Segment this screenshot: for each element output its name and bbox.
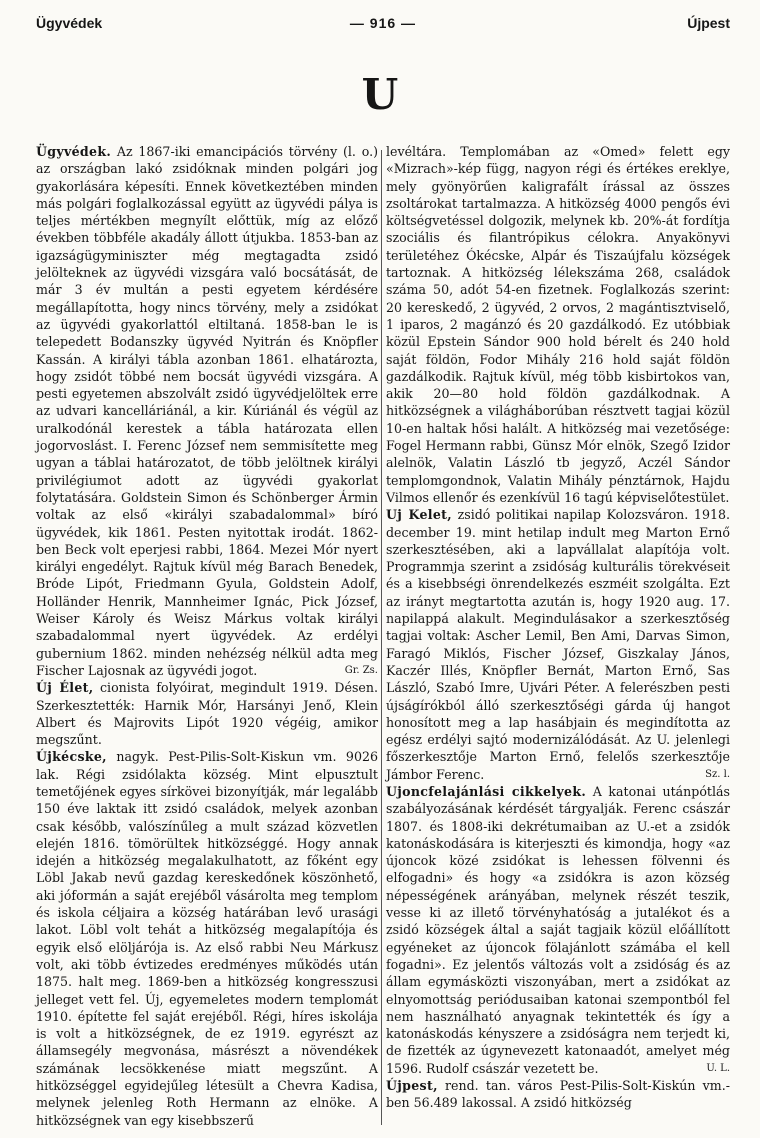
- page-number: — 916 —: [349, 15, 417, 31]
- entry-text: nagyk. Pest-Pilis-Solt-Kiskun vm. 9026 lak. Régi zsidólakta község. Mint elpusztult temetőjének egyes sírkövei bizonyítják, már legalább 150 éve laktak itt zsidó családok, melyek azonban csak később, valószínűleg a mult század közvetlen elején 1816. tömörültek hitközséggé. Hogy annak idején a hitközség megalakulhatott, az főként egy Löbl Jakab nevű gazdag kereskedőnek köszönhető, aki jóformán a saját erejéből vásárolta meg templom és iskola céljaira a község határában levő urasági lakot. Löbl volt tehát a hitközség megalapítója és egyik első elöljárója is. Az első rabbi Neu Márkusz volt, aki több évtizedes eredményes működés után 1875. halt meg. 1869-ben a hitközség kongresszusi jelleget vett fel. Új, egyemeletes modern templomát 1910. építette fel saját erejéből. Régi, híres iskolája is volt a hitközségnek, de ez 1919. egyrészt az államsegély megvonása, másrészt a növendékek számának lecsökkenése miatt megszűnt. A hitközséggel egyidejűleg létesült a Chevra Kadisa, melynek jelenleg Roth Hermann az elnöke. A hitközségnek van egy kisebbszerű: [36, 749, 378, 1128]
- entry-ujpest: [386, 1077, 730, 1112]
- header-left: Ügyvédek: [36, 15, 103, 31]
- entry-uj-kelet: [386, 506, 730, 783]
- entry-signature: Gr. Zs.: [344, 664, 378, 676]
- entry-ujkecske-continued: [386, 143, 730, 506]
- header-right: Újpest: [687, 15, 730, 31]
- entry-text: cionista folyóirat, megindult 1919. Désen. Szerkesztették: Harnik Mór, Harsányi Jenő, Klein Albert és Majrovits Lipót 1920 végéig, amikor megszűnt.: [36, 680, 378, 748]
- entry-headword: Ügyvédek.: [36, 144, 112, 159]
- entry-signature: U. L.: [706, 1062, 730, 1074]
- entry-headword: Újpest,: [386, 1078, 438, 1094]
- entry-uj-elet: [36, 679, 378, 748]
- entry-text: A katonai utánpótlás szabályozásának kérdését tárgyalják. Ferenc császár 1807. és 1808-iki dekrétumaiban az U.-et a zsidók katonáskodására is kiterjeszti és kimondja, hogy «az újoncok közé zsidókat is lehessen fölvenni és elfogadni» és hogy «a zsidókra is azon község népességének arányában, melynek részét teszik, vesse ki az illető törvényhatóság a jutalékot és a zsidó községek által a saját tagjaik közül előállított egyéneket az újoncok fölajánlott számába el kell fogadni». Ez jelentős változás volt a zsidóság és az állam egymásközti viszonyában, mert a zsidókat az elnyomottság periódusaiban katonai szempontból fel nem használható anyagnak tekintették és így a katonáskodás kényszere a zsidóságra nem terjedt ki, de fizették az úgynevezett katonaadót, amelyet még 1596. Rudolf császár vezetett be.: [386, 783, 730, 1076]
- entry-headword: Újkécske,: [36, 749, 107, 765]
- entry-headword: Ujoncfelajánlási cikkelyek.: [386, 783, 587, 799]
- entry-ujoncfelajanlasi: [386, 783, 730, 1077]
- right-column: [386, 143, 730, 1112]
- left-column: [36, 143, 378, 1129]
- entry-text: levéltára. Templomában az «Omed» felett egy «Mizrach»-kép függ, nagyon régi és értékes ereklye, mely gyönyörűen kaligrafált írással az összes zsoltárokat tartalmazza. A hitközség 4000 pengős évi költségvetéssel dolgozik, melynek kb. 20%-át fordítja szociális és filantrópikus célokra. Anyakönyvi területéhez Ókécske, Alpár és Tiszaújfalu községek tartoznak. A hitközség lélekszáma 268, családok száma 50, adót 54-en fizetnek. Foglalkozás szerint: 20 kereskedő, 2 ügyvéd, 2 orvos, 2 magántisztviselő, 1 iparos, 2 magánzó és 20 gazdálkodó. Ez utóbbiak közül Epstein Sándor 900 hold bérelt és 240 hold saját földön, Fodor Mihály 216 hold saját földön gazdálkodik. Rajtuk kívül, még több kisbirtokos van, akik 20—80 hold földön gazdálkodnak. A hitközségnek a világháborúban résztvett tagjai közül 10-en haltak hősi halált. A hitközség mai vezetősége: Fogel Hermann rabbi, Günsz Mór elnök, Szegő Izidor alelnök, Valatin László tb jegyző, Aczél Sándor templomgondnok, Valatin Mihály pénztárnok, Hajdu Vilmos ellenőr és ezenkívül 16 tagú képviselőtestület.: [386, 144, 730, 505]
- entry-ujkecske: [36, 748, 378, 1129]
- column-divider: [381, 150, 382, 1125]
- entry-text: zsidó politikai napilap Kolozsváron. 1918. december 19. mint hetilap indult meg Marton Ernő szerkesztésében, aki a lapvállalat alapítója volt. Programmja szerint a zsidóság kulturális törekvéseit és a kisebbségi önrendelkezés eszméit szolgálta. Ezt az irányt megtartotta azután is, hogy 1920 aug. 17. napilappá alakult. Megindulásakor a szerkesztőség tagjai voltak: Ascher Lemil, Ben Ami, Darvas Simon, Faragó Miklós, Fischer József, Giszkalay János, Kaczér Illés, Knöpfler Bernát, Marton Ernő, Sas László, Szabó Imre, Ujvári Péter. A felerészben pesti újságírókból álló szerkesztőségi gárda új hangot honosított meg a lap hasábjain és megindította az egész erdélyi sajtó modernizálódását. Az U. jelenlegi főszerkesztője Marton Ernő, felelős szerkesztője Jámbor Ferenc.: [386, 507, 730, 782]
- entry-signature: Sz. l.: [705, 768, 730, 780]
- section-letter: U: [361, 70, 399, 119]
- entry-headword: Uj Kelet,: [386, 507, 452, 523]
- entry-headword: Új Élet,: [36, 680, 94, 696]
- entry-ugyvedek: [36, 143, 378, 679]
- entry-text: Az 1867-iki emancipációs törvény (l. o.) az országban lakó zsidóknak minden polgári jog gyakorlására képesíti. Ennek következtében minden más polgári foglalkozással együtt az ügyvédi pálya is teljes mértékben megnyílt előttük, míg az előző években többféle akadály állott útjukba. 1853-ban az igazságügyminiszter még megtagadta zsidó jelölteknek az ügyvédi vizsgára való bocsátását, de már 3 év multán a pesti egyetem kérdésére megállapította, hogy nincs törvény, mely a zsidókat az ügyvédi gyakorlattól eltiltaná. 1858-ban le is telepedett Bodanszky ügyvéd Nyitrán és Knöpfler Kassán. A királyi tábla azonban 1861. elhatározta, hogy zsidót többé nem bocsát ügyvédi vizsgára. A pesti egyetemen abszolvált zsidó ügyvédjelöltek erre az udvari kancelláriánál, a kir. Kúriánál és végül az uralkodónál kerestek a tábla határozata ellen jogorvoslást. I. Ferenc József nem semmisítette meg ugyan a táblai határozatot, de több jelöltnek királyi privilégiumot adott az ügyvédi gyakorlat folytatására. Goldstein Simon és Schönberger Ármin voltak az első «királyi szabadalommal» bíró ügyvédek, kik 1861. Pesten nyitottak irodát. 1862-ben Beck volt eperjesi rabbi, 1864. Mezei Mór nyert királyi engedélyt. Rajtuk kívül még Barach Benedek, Bródе Lipót, Friedmann Gyula, Goldstein Adolf, Holländer Henrik, Mannheimer Ignác, Pick József, Weiser Károly és Weisz Márkus voltak királyi szabadalommal nyert ügyvédek. Az erdélyi gubernium 1862. minden nehézség nélkül adta meg Fischer Lajosnak az ügyvédi jogot.: [36, 144, 378, 678]
- entry-text: rend. tan. város Pest-Pilis-Solt-Kiskún vm.-ben 56.489 lakossal. A zsidó hitközség: [386, 1078, 730, 1111]
- running-head: [36, 11, 730, 33]
